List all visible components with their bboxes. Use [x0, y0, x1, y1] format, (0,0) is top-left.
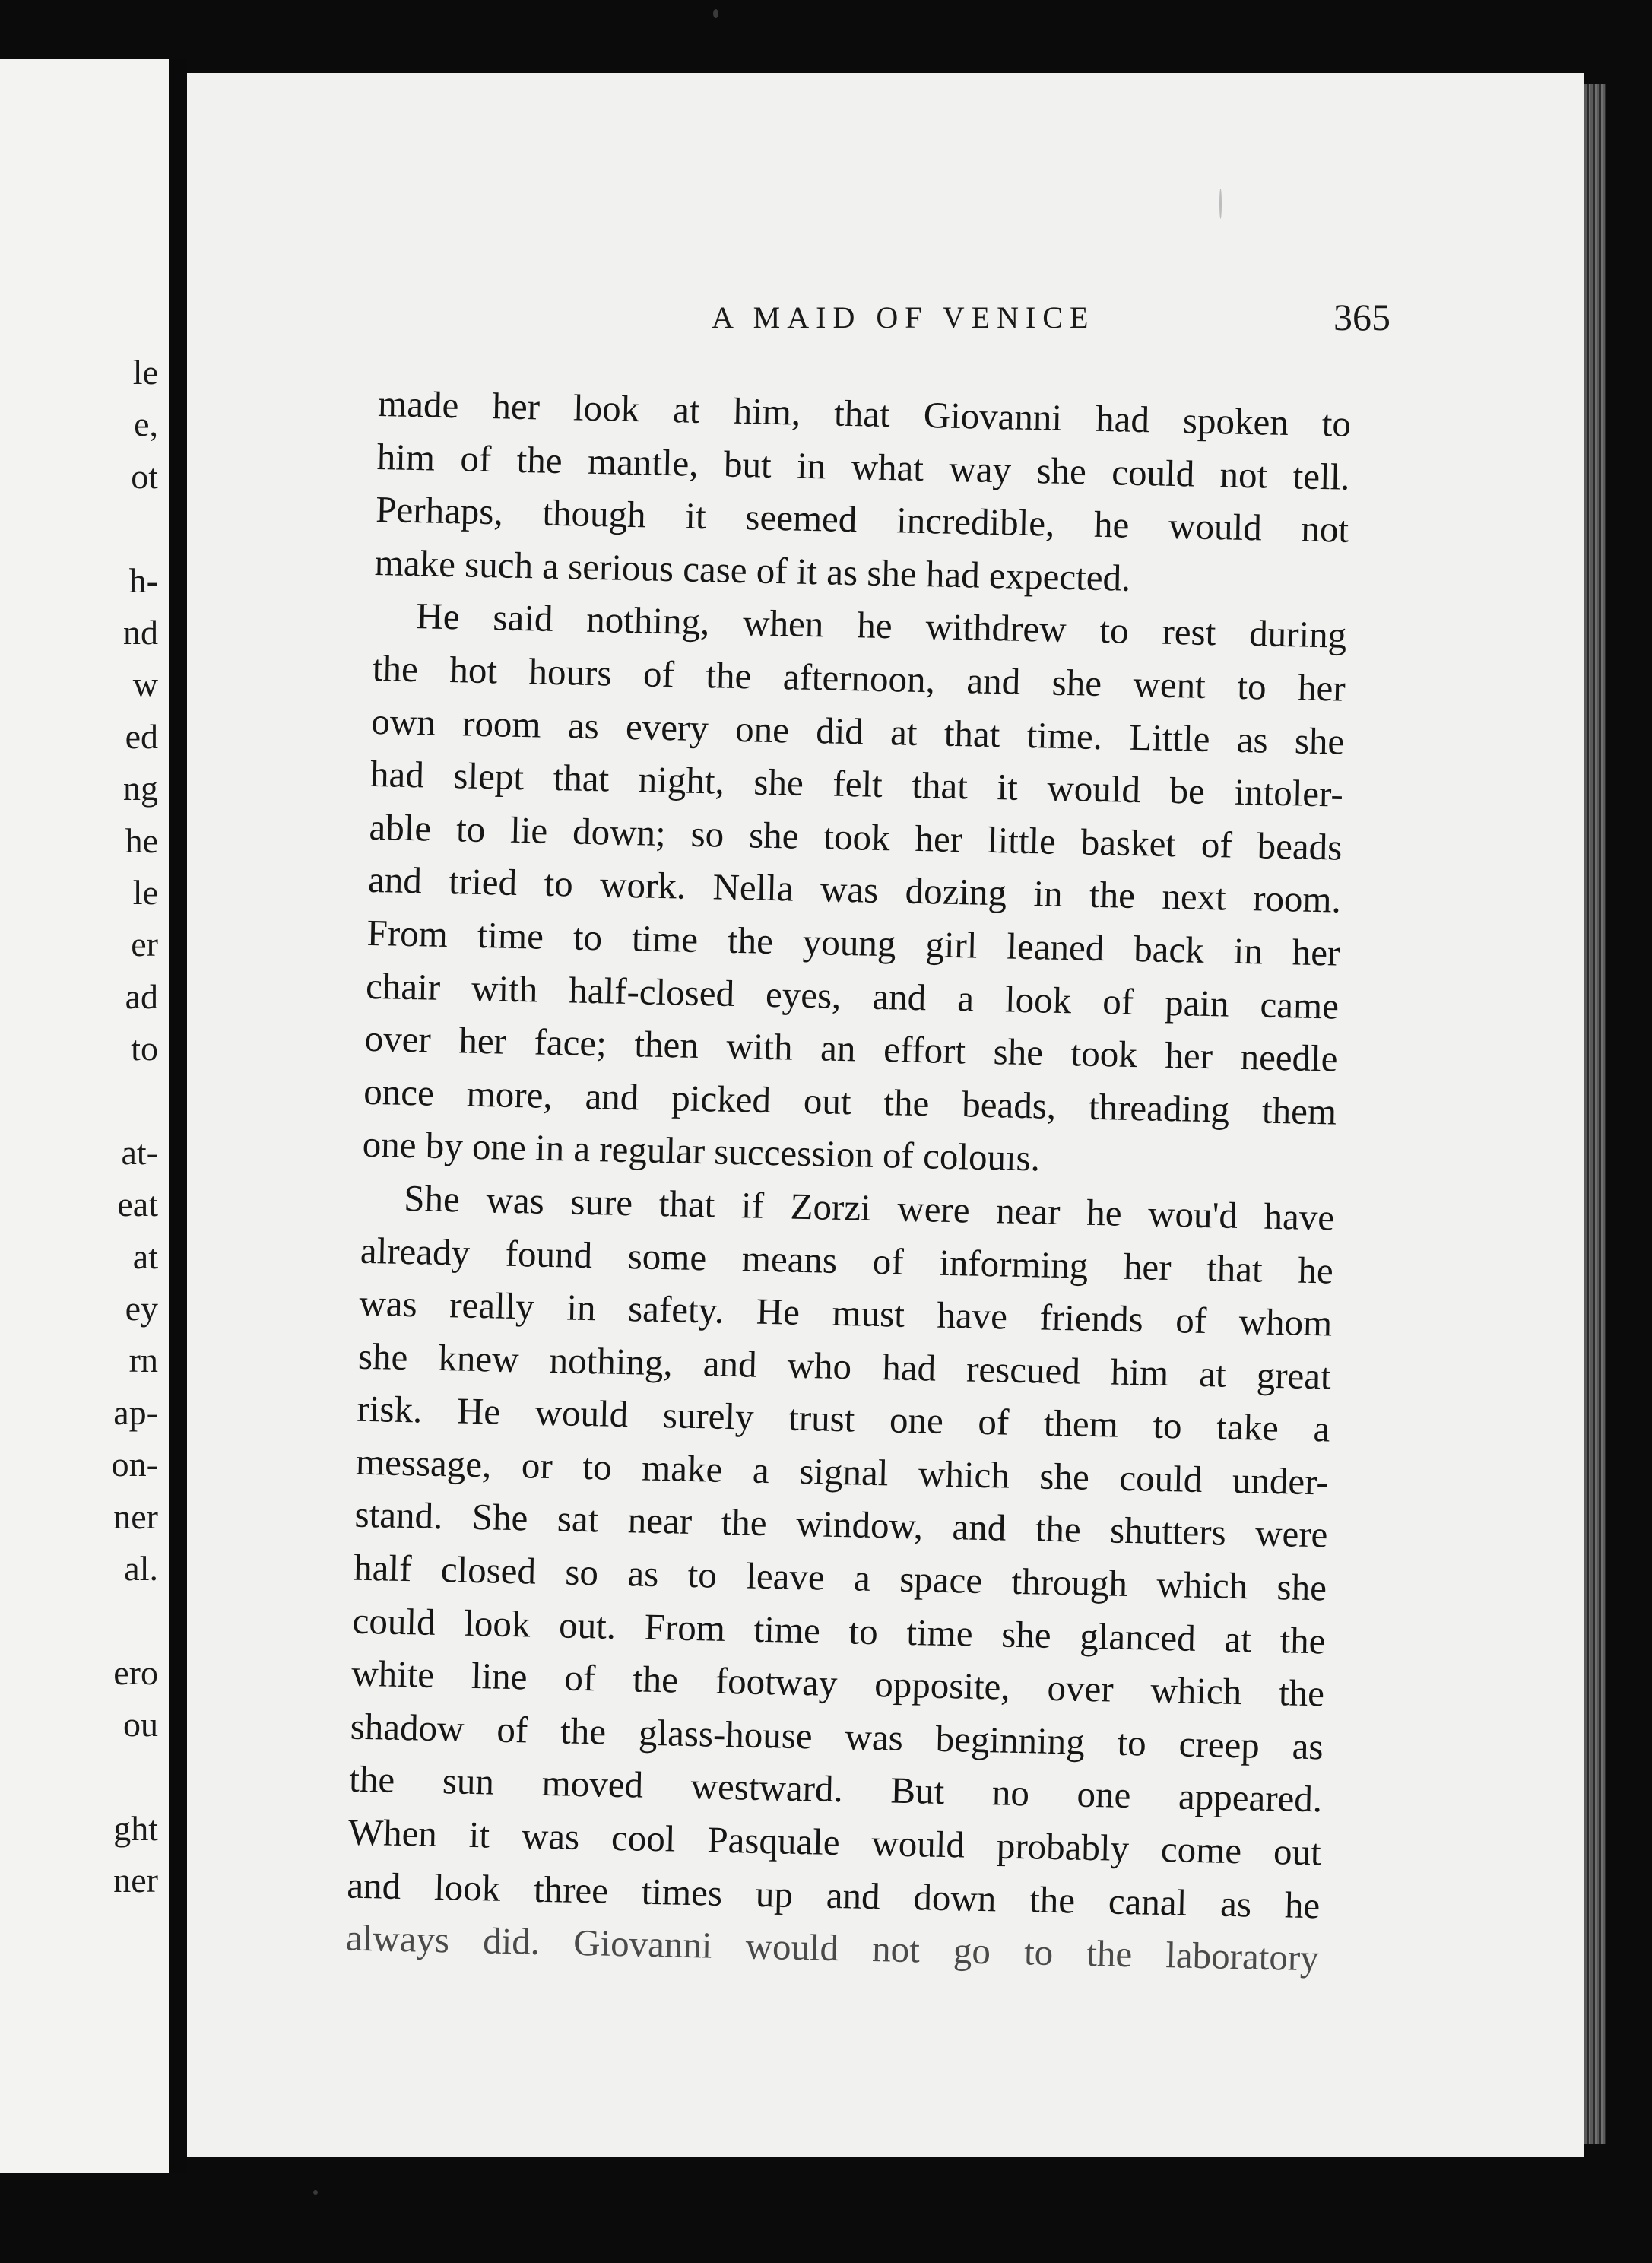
left-fragment: al. [124, 1548, 158, 1588]
left-fragment: at [132, 1236, 158, 1276]
text-line: When it was cool Pasquale would probably come out [347, 1811, 1322, 1874]
left-page-text-fragments [0, 347, 169, 1907]
page-number: 365 [1333, 296, 1390, 338]
right-page [187, 73, 1584, 2157]
text-line: able to lie down; so she took her little basket of beads [369, 805, 1343, 868]
left-fragment: le [132, 872, 158, 912]
left-fragment [0, 1751, 169, 1803]
text-line: make such a serious case of it as she had expected. [374, 541, 1131, 599]
scan-speck [713, 9, 718, 18]
left-fragment: ey [125, 1289, 158, 1328]
left-fragment: ght [113, 1808, 158, 1848]
left-fragment: on- [111, 1445, 158, 1484]
left-fragment: er [131, 925, 158, 964]
text-line: over her face; then with an effort she took her needle [364, 1017, 1339, 1080]
text-line: was really in safety. He must have friends of whom [358, 1281, 1333, 1344]
left-fragment [0, 503, 169, 554]
text-line: Perhaps, though it seemed incredible, he would not [375, 488, 1349, 551]
left-fragment: at- [121, 1132, 158, 1172]
text-line: already found some means of informing her that he [360, 1229, 1334, 1292]
text-line: She was sure that if Zorzi were near he wou'd have [403, 1176, 1335, 1239]
text-line: always did. Giovanni would not go to the laboratory [345, 1916, 1320, 1979]
text-line: half closed so as to leave a space through which she [353, 1546, 1327, 1609]
text-line: the sun moved westward. But no one appeared. [348, 1758, 1323, 1820]
text-line: once more, and picked out the beads, threading them [363, 1070, 1337, 1133]
text-line: From time to time the young girl leaned back in her [366, 911, 1340, 974]
left-fragment: h- [128, 560, 158, 600]
left-fragment: w [132, 665, 158, 704]
left-facing-page [0, 59, 169, 2173]
left-fragment: le [132, 353, 158, 392]
text-line: made her look at him, that Giovanni had spoken to [377, 382, 1352, 445]
left-fragment: ot [131, 456, 158, 496]
text-line: could look out. From time to time she glanced at the [352, 1599, 1327, 1662]
text-line: had slept that night, she felt that it would be intoler- [369, 753, 1344, 815]
text-line: one by one in a regular succession of colouıs. [362, 1123, 1041, 1179]
left-fragment: ap- [113, 1392, 158, 1432]
book-gutter [169, 59, 187, 2173]
left-fragment: ad [125, 976, 158, 1016]
text-line: white line of the footway opposite, over which the [350, 1652, 1325, 1715]
text-line: shadow of the glass-house was beginning to creep as [350, 1705, 1324, 1768]
text-line: chair with half-closed eyes, and a look of pain came [365, 964, 1340, 1027]
left-fragment: ner [113, 1861, 158, 1900]
text-line: own room as every one did at that time. Little as she [370, 700, 1345, 763]
scan-speck [313, 2190, 318, 2195]
text-line: him of the mantle, but in what way she could not tell. [376, 435, 1351, 498]
text-line: He said nothing, when he withdrew to rest during [415, 595, 1347, 657]
body-text [345, 377, 1351, 1985]
left-fragment: ero [113, 1652, 158, 1692]
left-fragment: eat [117, 1185, 158, 1224]
left-fragment [0, 1074, 169, 1126]
left-fragment: ner [113, 1496, 158, 1536]
running-head-title: A MAID OF VENICE [712, 300, 1096, 335]
text-line: message, or to make a signal which she could under- [355, 1440, 1330, 1503]
running-head [187, 296, 1584, 353]
left-fragment [0, 1595, 169, 1646]
scan-speck [1219, 189, 1222, 219]
left-fragment: ng [123, 769, 158, 808]
text-line: stand. She sat near the window, and the shutters were [354, 1493, 1328, 1556]
text-line: she knew nothing, and who had rescued him at great [357, 1335, 1332, 1398]
page-block-edge [1584, 84, 1606, 2144]
text-line: the hot hours of the afternoon, and she went to her [372, 646, 1346, 709]
text-line: risk. He would surely trust one of them to take a [357, 1387, 1330, 1450]
left-fragment: ou [123, 1705, 158, 1744]
text-line: and tried to work. Nella was dozing in the next room. [367, 859, 1342, 921]
left-fragment: rn [128, 1341, 158, 1380]
left-fragment: ed [125, 716, 158, 756]
left-fragment: to [131, 1029, 158, 1068]
left-fragment: e, [134, 405, 158, 444]
left-fragment: he [125, 820, 158, 860]
text-line: and look three times up and down the canal as he [346, 1864, 1321, 1926]
left-fragment: nd [123, 612, 158, 652]
